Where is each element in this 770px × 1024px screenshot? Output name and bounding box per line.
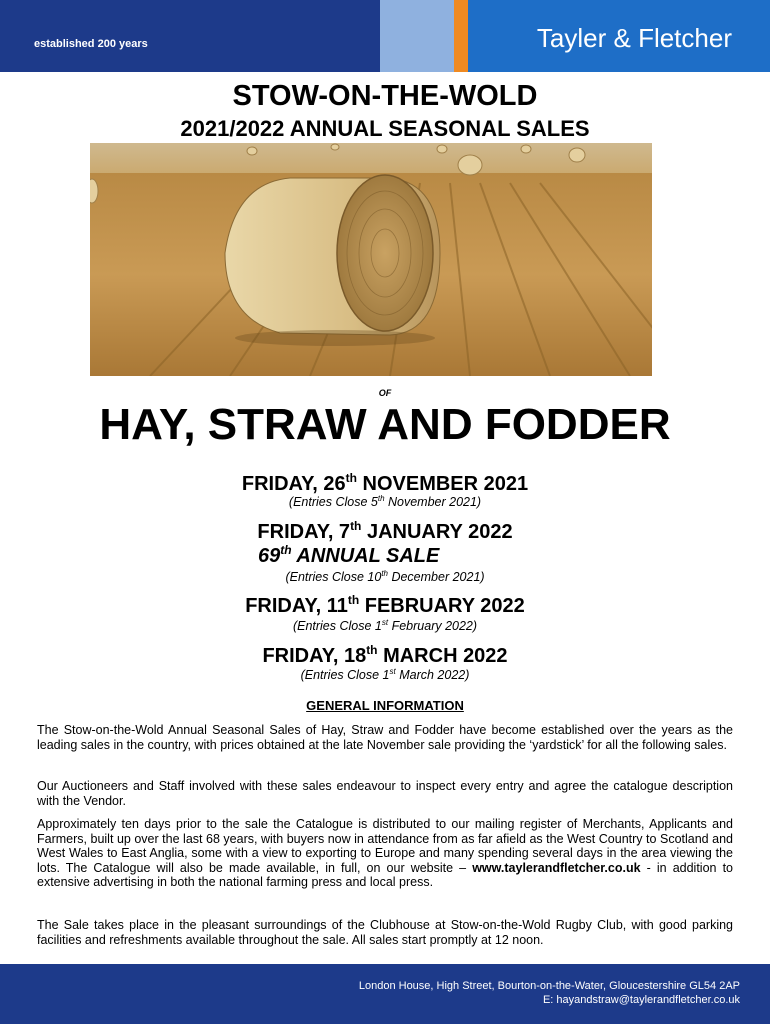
sale-month: FEBRUARY 2022 bbox=[359, 595, 525, 617]
paragraph-venue: The Sale takes place in the pleasant surroundings of the Clubhouse at Stow-on-the-Wold Rugby Club, with good parking facilities and refreshments available throughout the sale. All sales start promptly at 12 noon. bbox=[37, 918, 733, 947]
entries-close-4 bbox=[0, 667, 770, 682]
catalogue-text: Approximately ten days prior to the sale the Catalogue is distributed to our mailing register of Merchants, Applicants and Farmers, built up over the last 68 years, with buyers now in attendance from as far afield as the West Country to Scotland and West Wales to East Anglia, some with a view to exporting to Europe and many spending several days in the area viewing the lots. The Catalogue will also be made available, in full, on our website – bbox=[37, 817, 733, 875]
ordinal-suffix: th bbox=[350, 519, 362, 533]
entries-close-3 bbox=[0, 618, 770, 633]
footer-address: London House, High Street, Bourton-on-the-Water, Gloucestershire GL54 2AP bbox=[358, 980, 740, 992]
paragraph-inspection: Our Auctioneers and Staff involved with these sales endeavour to inspect every entry and agree the catalogue description with the Vendor. bbox=[37, 779, 733, 808]
entries-text: December 2021) bbox=[387, 570, 485, 584]
location-title: STOW-ON-THE-WOLD bbox=[232, 80, 538, 112]
sale-date-4 bbox=[0, 643, 770, 668]
website-link[interactable]: www.taylerandfletcher.co.uk bbox=[472, 860, 641, 875]
ordinal-suffix: st bbox=[389, 667, 396, 676]
sale-month: MARCH 2022 bbox=[377, 645, 508, 667]
annual-sale-note bbox=[258, 543, 439, 568]
entries-text: February 2022) bbox=[388, 619, 478, 633]
ordinal-suffix: th bbox=[280, 543, 292, 557]
main-title: HAY, STRAW AND FODDER bbox=[99, 400, 671, 449]
sale-day: FRIDAY, 26 bbox=[241, 473, 346, 495]
paragraph-catalogue bbox=[37, 817, 733, 890]
hay-bale-field-photo bbox=[90, 143, 652, 376]
entries-text: (Entries Close 1 bbox=[300, 668, 390, 682]
ordinal-suffix: th bbox=[377, 494, 385, 503]
catalogue-text: - in addition to extensive advertising in both the national farming press and local press. bbox=[37, 860, 733, 890]
entries-text: (Entries Close 10 bbox=[285, 570, 382, 584]
sale-day: FRIDAY, 18 bbox=[262, 645, 367, 667]
annual-text: ANNUAL SALE bbox=[291, 545, 440, 567]
sale-date-2 bbox=[0, 519, 770, 544]
general-information-heading: GENERAL INFORMATION bbox=[306, 698, 464, 713]
ordinal-suffix: th bbox=[366, 643, 378, 657]
header-orange-band bbox=[454, 0, 468, 72]
footer-email[interactable]: E: hayandstraw@taylerandfletcher.co.uk bbox=[542, 994, 740, 1006]
ordinal-suffix: th bbox=[381, 569, 388, 578]
header-light-blue-band bbox=[380, 0, 454, 72]
ordinal-suffix: th bbox=[345, 471, 357, 485]
sale-date-1 bbox=[0, 471, 770, 496]
sale-month: NOVEMBER 2021 bbox=[356, 473, 529, 495]
ordinal-suffix: th bbox=[347, 593, 360, 607]
sale-day: FRIDAY, 11 bbox=[245, 595, 348, 617]
paragraph-intro: The Stow-on-the-Wold Annual Seasonal Sales of Hay, Straw and Fodder have become established over the years as the leading sales in the country, with prices obtained at the late November sale providing the ‘yardstick’ for all the following sales. bbox=[37, 723, 733, 752]
ordinal-suffix: st bbox=[381, 618, 389, 627]
sale-date-3 bbox=[0, 593, 770, 618]
sale-day: FRIDAY, 7 bbox=[257, 521, 351, 543]
header-navy-band bbox=[0, 0, 380, 72]
sales-subtitle: 2021/2022 ANNUAL SEASONAL SALES bbox=[180, 116, 590, 141]
entries-close-2 bbox=[0, 569, 770, 584]
of-connector: OF bbox=[378, 388, 392, 398]
annual-number: 69 bbox=[258, 545, 281, 567]
entries-text: (Entries Close 5 bbox=[288, 495, 378, 509]
sale-month: JANUARY 2022 bbox=[361, 521, 513, 543]
page-header bbox=[0, 0, 770, 72]
entries-text: November 2021) bbox=[384, 495, 482, 509]
brand-logo-text: Tayler & Fletcher bbox=[536, 23, 732, 53]
page-footer bbox=[0, 964, 770, 1024]
established-tagline: established 200 years bbox=[34, 38, 148, 50]
entries-text: (Entries Close 1 bbox=[292, 619, 382, 633]
entries-close-1 bbox=[0, 494, 770, 509]
entries-text: March 2022) bbox=[395, 668, 470, 682]
